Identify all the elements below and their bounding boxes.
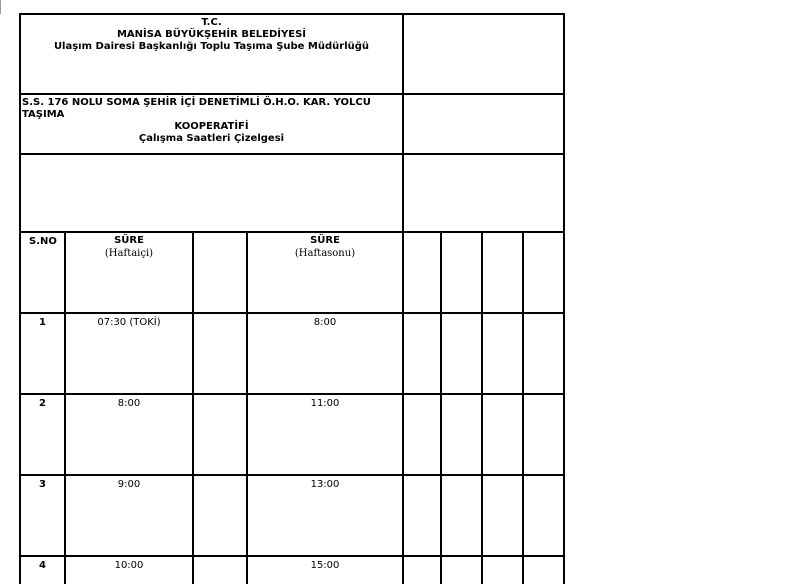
blank-row [20,154,564,232]
column-header-extra-2 [441,232,482,313]
empty-cell [482,394,523,475]
column-header-extra-3 [482,232,523,313]
table-row [20,313,564,394]
column-header-extra-1 [403,232,441,313]
municipality-header [20,14,403,94]
header-line-tc: T.C. [201,17,222,28]
cooperative-header [20,94,403,154]
weekday-time: 07:30 (TOKİ) [65,313,193,394]
blank-main-cell [20,154,403,232]
empty-cell [441,556,482,584]
empty-cell [523,475,564,556]
empty-cell [403,475,441,556]
empty-cell [403,556,441,584]
column-header-empty [193,232,247,313]
empty-cell [523,394,564,475]
cooperative-side-cell [403,94,564,154]
weekend-time: 13:00 [247,475,403,556]
blank-side-cell [403,154,564,232]
schedule-table [19,13,565,584]
header-line-department: Ulaşım Dairesi Başkanlığı Toplu Taşıma Şube Müdürlüğü [53,41,370,52]
column-header-sno: S.NO [20,232,65,313]
weekday-subtitle: (Haftaiçi) [104,248,154,259]
cooperative-name: S.S. 176 NOLU SOMA ŞEHİR İÇİ DENETİMLİ Ö.H.O. KAR. YOLCU TAŞIMA [22,97,371,120]
page-corner-mark [0,0,3,14]
empty-cell [193,313,247,394]
empty-cell [403,394,441,475]
empty-cell [193,394,247,475]
weekday-title: SÜRE [114,235,144,246]
weekday-time: 10:00 [65,556,193,584]
table-row [20,556,564,584]
empty-cell [193,475,247,556]
table-row [20,394,564,475]
empty-cell [441,313,482,394]
weekend-time: 8:00 [247,313,403,394]
row-number: 3 [20,475,65,556]
table-row [20,475,564,556]
weekend-subtitle: (Haftasonu) [294,248,356,259]
empty-cell [403,313,441,394]
title-side-cell [403,14,564,94]
column-header-weekend [247,232,403,313]
column-header-row [20,232,564,313]
row-number: 1 [20,313,65,394]
row-number: 4 [20,556,65,584]
empty-cell [441,394,482,475]
weekend-title: SÜRE [310,235,340,246]
title-row [20,14,564,94]
empty-cell [523,556,564,584]
column-header-weekday [65,232,193,313]
empty-cell [482,556,523,584]
column-header-extra-4 [523,232,564,313]
weekend-time: 11:00 [247,394,403,475]
header-line-municipality: MANİSA BÜYÜKŞEHİR BELEDİYESİ [116,29,307,40]
weekday-time: 8:00 [65,394,193,475]
empty-cell [482,475,523,556]
cooperative-name-cont: KOOPERATİFİ [174,121,249,132]
weekday-time: 9:00 [65,475,193,556]
row-number: 2 [20,394,65,475]
weekend-time: 15:00 [247,556,403,584]
empty-cell [441,475,482,556]
empty-cell [523,313,564,394]
schedule-title: Çalışma Saatleri Çizelgesi [138,133,285,144]
empty-cell [482,313,523,394]
empty-cell [193,556,247,584]
cooperative-row [20,94,564,154]
